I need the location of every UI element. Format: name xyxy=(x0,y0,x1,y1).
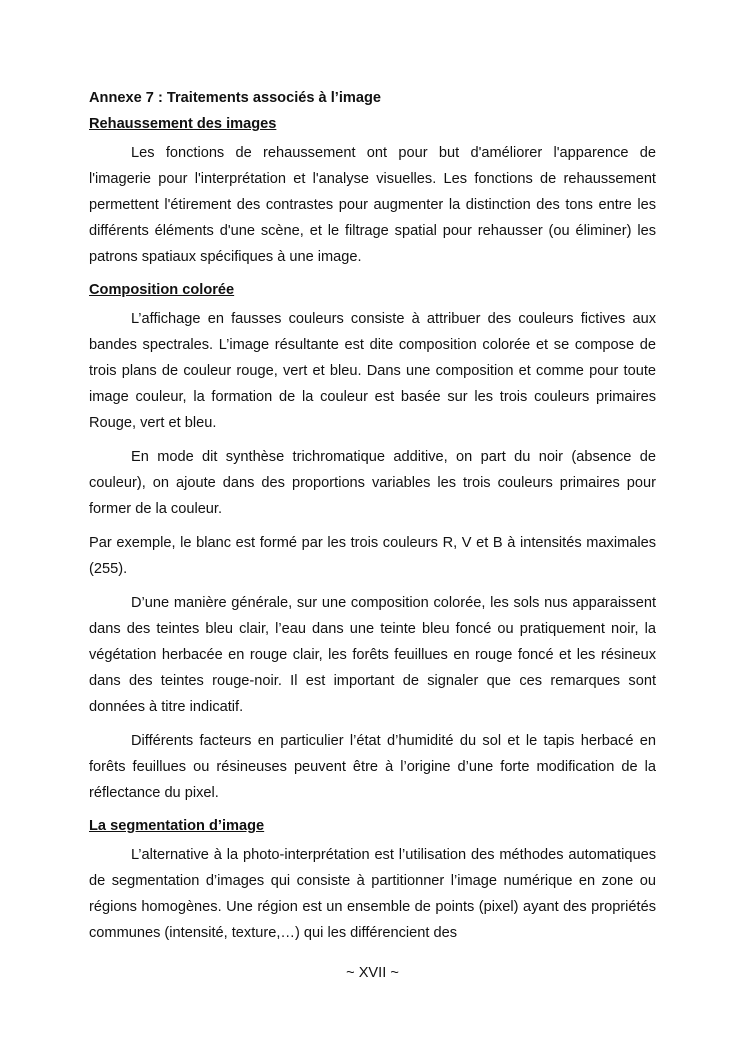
paragraph-exemple-blanc: Par exemple, le blanc est formé par les trois couleurs R, V et B à intensités maximales (255). xyxy=(89,535,656,577)
paragraph-synthese-trichromatique: En mode dit synthèse trichromatique additive, on part du noir (absence de couleur), on ajoute dans des proportions variables les trois couleurs primaires pour former de la couleur. xyxy=(89,449,656,517)
paragraph-teintes: D’une manière générale, sur une composition colorée, les sols nus apparaissent dans des teintes bleu clair, l’eau dans une teinte bleu foncé ou pratiquement noir, la végétation herbacée en rouge clair, les forêts feuillues en rouge foncé et les résineux dans des teintes rouge-noir. Il est important de signaler que ces remarques sont données à titre indicatif. xyxy=(89,595,656,715)
annex-title: Annexe 7 : Traitements associés à l’image xyxy=(89,90,382,106)
heading-composition-coloree: Composition colorée xyxy=(89,282,235,298)
heading-segmentation: La segmentation d’image xyxy=(89,818,265,834)
document-page xyxy=(89,88,656,954)
paragraph-fausses-couleurs: L’affichage en fausses couleurs consiste à attribuer des couleurs fictives aux bandes spectrales. L’image résultante est dite composition colorée et se compose de trois plans de couleur rouge, vert et bleu. Dans une composition et comme pour toute image couleur, la formation de la couleur est basée sur les trois couleurs primaires Rouge, vert et bleu. xyxy=(89,311,656,431)
heading-rehaussement: Rehaussement des images xyxy=(89,116,277,132)
paragraph-rehaussement: Les fonctions de rehaussement ont pour but d'améliorer l'apparence de l'imagerie pour l'interprétation et l'analyse visuelles. Les fonctions de rehaussement permettent l'étirement des contrastes pour augmenter la distinction des tons entre les différents éléments d'une scène, et le filtrage spatial pour rehausser (ou éliminer) les patrons spatiaux spécifiques à une image. xyxy=(89,145,656,265)
paragraph-segmentation: L’alternative à la photo-interprétation est l’utilisation des méthodes automatiques de segmentation d’images qui consiste à partitionner l’image numérique en zone ou régions homogènes. Une région est un ensemble de points (pixel) ayant des propriétés communes (intensité, texture,…) qui les différencient des xyxy=(89,847,656,941)
paragraph-facteurs: Différents facteurs en particulier l’état d’humidité du sol et le tapis herbacé en forêts feuillues ou résineuses peuvent être à l’origine d’une forte modification de la réflectance du pixel. xyxy=(89,733,656,801)
page-number: ~ XVII ~ xyxy=(346,965,399,981)
